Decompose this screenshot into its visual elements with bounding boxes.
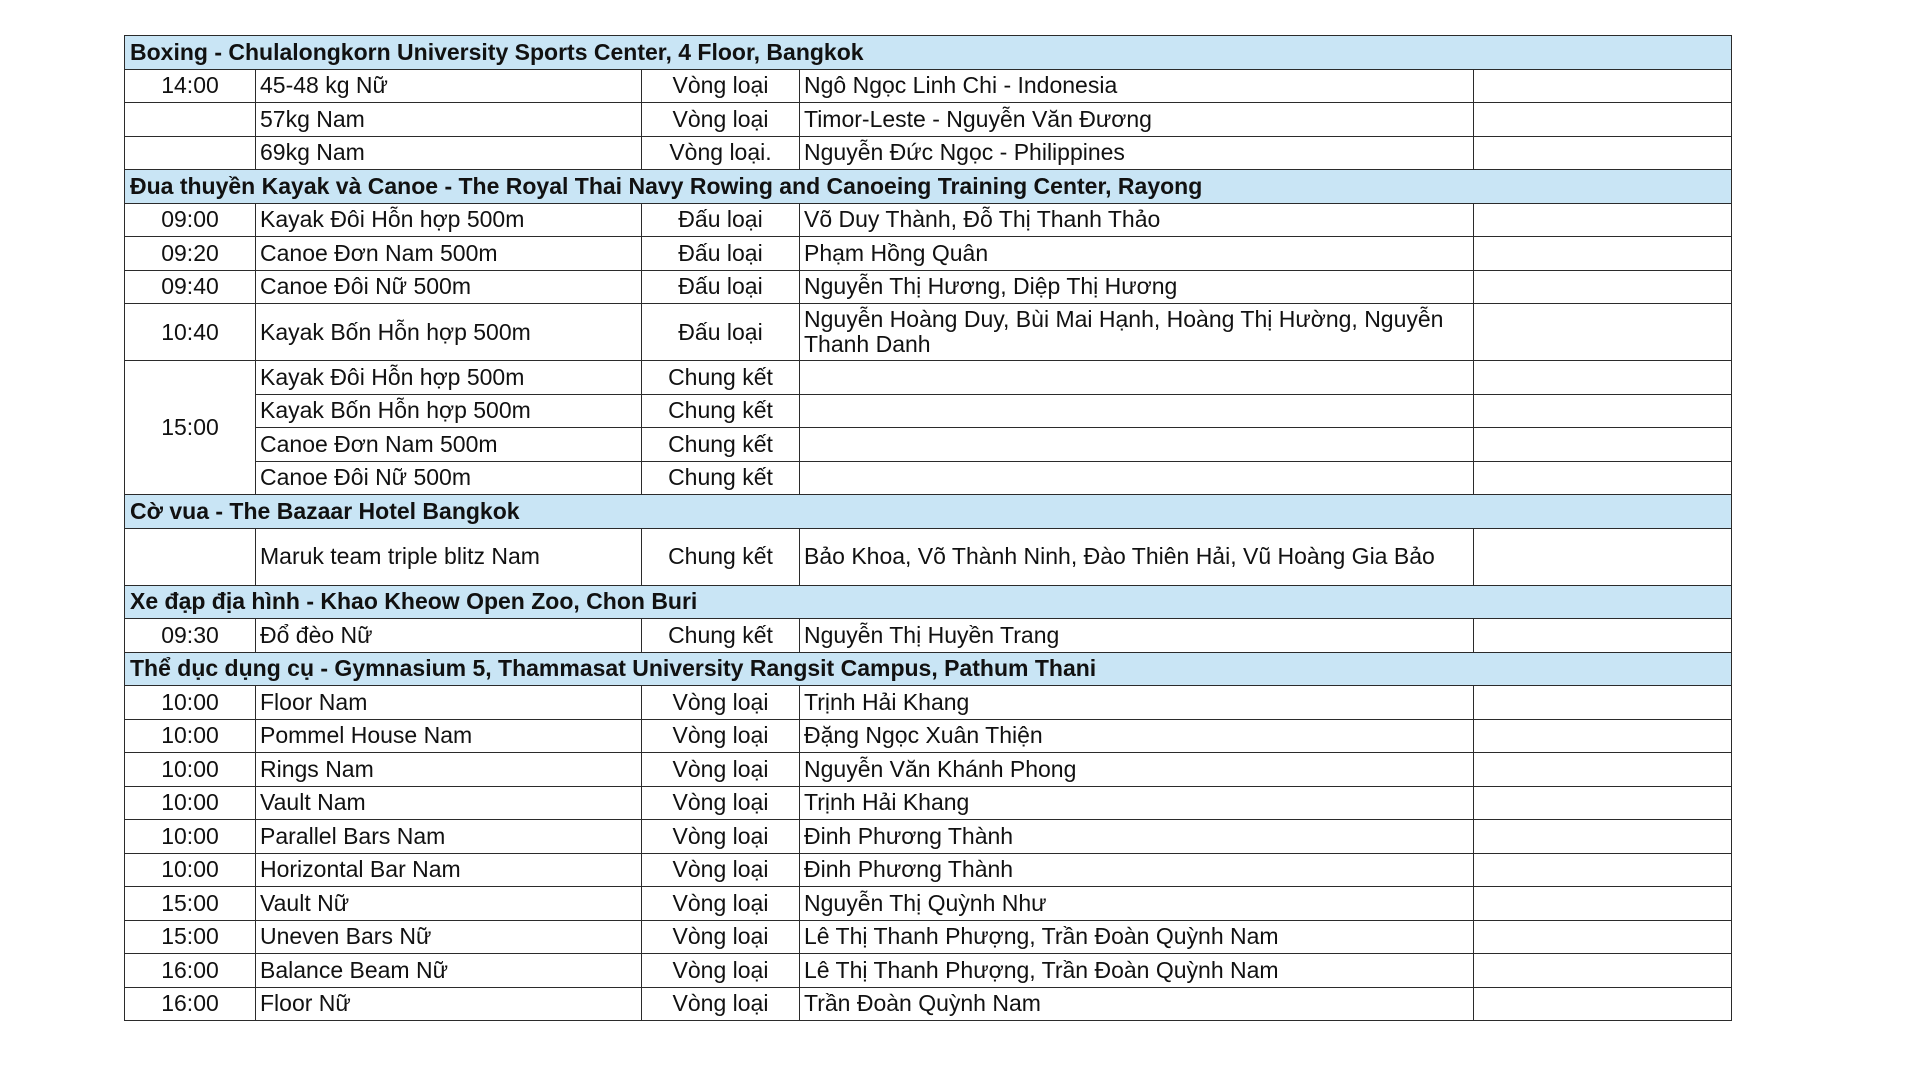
section-title: Cờ vua - The Bazaar Hotel Bangkok bbox=[125, 495, 1732, 529]
note-cell bbox=[1474, 853, 1732, 887]
round-cell: Chung kết bbox=[642, 428, 800, 462]
table-row bbox=[125, 719, 1732, 753]
athletes-cell bbox=[800, 394, 1474, 428]
round-cell: Vòng loại bbox=[642, 786, 800, 820]
section-title: Xe đạp địa hình - Khao Kheow Open Zoo, Chon Buri bbox=[125, 585, 1732, 619]
note-cell bbox=[1474, 920, 1732, 954]
table-row bbox=[125, 394, 1732, 428]
time-cell: 10:00 bbox=[125, 719, 256, 753]
section-title: Thể dục dụng cụ - Gymnasium 5, Thammasat University Rangsit Campus, Pathum Thani bbox=[125, 652, 1732, 686]
note-cell bbox=[1474, 753, 1732, 787]
round-cell: Vòng loại bbox=[642, 686, 800, 720]
round-cell: Chung kết bbox=[642, 361, 800, 395]
table-row bbox=[125, 619, 1732, 653]
table-row bbox=[125, 237, 1732, 271]
athletes-cell: Nguyễn Đức Ngọc - Philippines bbox=[800, 136, 1474, 170]
event-cell: Vault Nam bbox=[256, 786, 642, 820]
note-cell bbox=[1474, 304, 1732, 361]
round-cell: Đấu loại bbox=[642, 270, 800, 304]
table-row bbox=[125, 786, 1732, 820]
event-cell: Maruk team triple blitz Nam bbox=[256, 528, 642, 585]
note-cell bbox=[1474, 103, 1732, 137]
event-cell: Vault Nữ bbox=[256, 887, 642, 921]
table-row bbox=[125, 753, 1732, 787]
time-cell: 09:00 bbox=[125, 203, 256, 237]
athletes-cell: Bảo Khoa, Võ Thành Ninh, Đào Thiên Hải, Vũ Hoàng Gia Bảo bbox=[800, 528, 1474, 585]
round-cell: Vòng loại bbox=[642, 719, 800, 753]
time-cell: 10:00 bbox=[125, 853, 256, 887]
table-row bbox=[125, 987, 1732, 1021]
note-cell bbox=[1474, 69, 1732, 103]
schedule-body bbox=[125, 36, 1732, 1021]
time-cell: 16:00 bbox=[125, 987, 256, 1021]
athletes-cell: Phạm Hồng Quân bbox=[800, 237, 1474, 271]
table-row bbox=[125, 304, 1732, 361]
round-cell: Chung kết bbox=[642, 619, 800, 653]
athletes-cell bbox=[800, 461, 1474, 495]
round-cell: Vòng loại bbox=[642, 820, 800, 854]
time-cell: 15:00 bbox=[125, 361, 256, 495]
note-cell bbox=[1474, 719, 1732, 753]
table-row bbox=[125, 270, 1732, 304]
event-cell: Canoe Đơn Nam 500m bbox=[256, 428, 642, 462]
table-row bbox=[125, 920, 1732, 954]
note-cell bbox=[1474, 786, 1732, 820]
event-cell: 45-48 kg Nữ bbox=[256, 69, 642, 103]
table-row bbox=[125, 954, 1732, 988]
note-cell bbox=[1474, 686, 1732, 720]
round-cell: Vòng loại bbox=[642, 753, 800, 787]
time-cell: 16:00 bbox=[125, 954, 256, 988]
athletes-cell: Nguyễn Thị Hương, Diệp Thị Hương bbox=[800, 270, 1474, 304]
event-cell: Canoe Đôi Nữ 500m bbox=[256, 461, 642, 495]
athletes-cell: Lê Thị Thanh Phượng, Trần Đoàn Quỳnh Nam bbox=[800, 954, 1474, 988]
time-cell: 09:20 bbox=[125, 237, 256, 271]
section-header bbox=[125, 170, 1732, 204]
note-cell bbox=[1474, 987, 1732, 1021]
event-cell: Balance Beam Nữ bbox=[256, 954, 642, 988]
note-cell bbox=[1474, 619, 1732, 653]
note-cell bbox=[1474, 237, 1732, 271]
event-cell: Rings Nam bbox=[256, 753, 642, 787]
athletes-cell: Đinh Phương Thành bbox=[800, 820, 1474, 854]
table-row bbox=[125, 461, 1732, 495]
athletes-cell: Đinh Phương Thành bbox=[800, 853, 1474, 887]
round-cell: Đấu loại bbox=[642, 304, 800, 361]
athletes-cell: Ngô Ngọc Linh Chi - Indonesia bbox=[800, 69, 1474, 103]
round-cell: Vòng loại bbox=[642, 853, 800, 887]
note-cell bbox=[1474, 394, 1732, 428]
athletes-cell bbox=[800, 361, 1474, 395]
section-header bbox=[125, 495, 1732, 529]
round-cell: Vòng loại bbox=[642, 954, 800, 988]
round-cell: Chung kết bbox=[642, 394, 800, 428]
athletes-cell: Trịnh Hải Khang bbox=[800, 686, 1474, 720]
time-cell: 10:00 bbox=[125, 820, 256, 854]
event-cell: Canoe Đơn Nam 500m bbox=[256, 237, 642, 271]
time-cell: 09:40 bbox=[125, 270, 256, 304]
table-row bbox=[125, 887, 1732, 921]
section-header bbox=[125, 36, 1732, 70]
athletes-cell: Nguyễn Văn Khánh Phong bbox=[800, 753, 1474, 787]
note-cell bbox=[1474, 428, 1732, 462]
athletes-cell: Nguyễn Hoàng Duy, Bùi Mai Hạnh, Hoàng Thị Hường, Nguyễn Thanh Danh bbox=[800, 304, 1474, 361]
time-cell bbox=[125, 103, 256, 137]
table-row bbox=[125, 361, 1732, 395]
event-cell: Parallel Bars Nam bbox=[256, 820, 642, 854]
round-cell: Đấu loại bbox=[642, 203, 800, 237]
event-cell: Floor Nữ bbox=[256, 987, 642, 1021]
athletes-cell: Timor-Leste - Nguyễn Văn Đương bbox=[800, 103, 1474, 137]
athletes-cell: Trần Đoàn Quỳnh Nam bbox=[800, 987, 1474, 1021]
schedule-table bbox=[124, 35, 1732, 1021]
time-cell: 10:40 bbox=[125, 304, 256, 361]
note-cell bbox=[1474, 954, 1732, 988]
round-cell: Đấu loại bbox=[642, 237, 800, 271]
event-cell: Horizontal Bar Nam bbox=[256, 853, 642, 887]
note-cell bbox=[1474, 461, 1732, 495]
round-cell: Vòng loại bbox=[642, 887, 800, 921]
table-row bbox=[125, 853, 1732, 887]
round-cell: Vòng loại bbox=[642, 103, 800, 137]
round-cell: Chung kết bbox=[642, 461, 800, 495]
time-cell: 15:00 bbox=[125, 920, 256, 954]
athletes-cell: Lê Thị Thanh Phượng, Trần Đoàn Quỳnh Nam bbox=[800, 920, 1474, 954]
round-cell: Vòng loại bbox=[642, 69, 800, 103]
round-cell: Vòng loại bbox=[642, 920, 800, 954]
note-cell bbox=[1474, 203, 1732, 237]
athletes-cell: Võ Duy Thành, Đỗ Thị Thanh Thảo bbox=[800, 203, 1474, 237]
event-cell: Uneven Bars Nữ bbox=[256, 920, 642, 954]
table-row bbox=[125, 103, 1732, 137]
section-header bbox=[125, 585, 1732, 619]
event-cell: Kayak Đôi Hỗn hợp 500m bbox=[256, 203, 642, 237]
table-row bbox=[125, 136, 1732, 170]
note-cell bbox=[1474, 820, 1732, 854]
athletes-cell: Đặng Ngọc Xuân Thiện bbox=[800, 719, 1474, 753]
event-cell: Kayak Bốn Hỗn hợp 500m bbox=[256, 304, 642, 361]
event-cell: Đổ đèo Nữ bbox=[256, 619, 642, 653]
note-cell bbox=[1474, 270, 1732, 304]
event-cell: Pommel House Nam bbox=[256, 719, 642, 753]
time-cell: 14:00 bbox=[125, 69, 256, 103]
round-cell: Chung kết bbox=[642, 528, 800, 585]
time-cell bbox=[125, 136, 256, 170]
time-cell bbox=[125, 528, 256, 585]
time-cell: 10:00 bbox=[125, 753, 256, 787]
event-cell: 57kg Nam bbox=[256, 103, 642, 137]
table-row bbox=[125, 528, 1732, 585]
time-cell: 09:30 bbox=[125, 619, 256, 653]
table-row bbox=[125, 203, 1732, 237]
event-cell: 69kg Nam bbox=[256, 136, 642, 170]
section-title: Boxing - Chulalongkorn University Sports Center, 4 Floor, Bangkok bbox=[125, 36, 1732, 70]
event-cell: Canoe Đôi Nữ 500m bbox=[256, 270, 642, 304]
event-cell: Floor Nam bbox=[256, 686, 642, 720]
time-cell: 15:00 bbox=[125, 887, 256, 921]
note-cell bbox=[1474, 361, 1732, 395]
athletes-cell: Nguyễn Thị Quỳnh Như bbox=[800, 887, 1474, 921]
table-row bbox=[125, 686, 1732, 720]
event-cell: Kayak Bốn Hỗn hợp 500m bbox=[256, 394, 642, 428]
note-cell bbox=[1474, 887, 1732, 921]
table-row bbox=[125, 69, 1732, 103]
athletes-cell: Trịnh Hải Khang bbox=[800, 786, 1474, 820]
table-row bbox=[125, 820, 1732, 854]
athletes-cell bbox=[800, 428, 1474, 462]
round-cell: Vòng loại bbox=[642, 987, 800, 1021]
section-header bbox=[125, 652, 1732, 686]
event-cell: Kayak Đôi Hỗn hợp 500m bbox=[256, 361, 642, 395]
note-cell bbox=[1474, 136, 1732, 170]
time-cell: 10:00 bbox=[125, 686, 256, 720]
athletes-cell: Nguyễn Thị Huyền Trang bbox=[800, 619, 1474, 653]
table-row bbox=[125, 428, 1732, 462]
note-cell bbox=[1474, 528, 1732, 585]
time-cell: 10:00 bbox=[125, 786, 256, 820]
section-title: Đua thuyền Kayak và Canoe - The Royal Thai Navy Rowing and Canoeing Training Center, Rayong bbox=[125, 170, 1732, 204]
round-cell: Vòng loại. bbox=[642, 136, 800, 170]
